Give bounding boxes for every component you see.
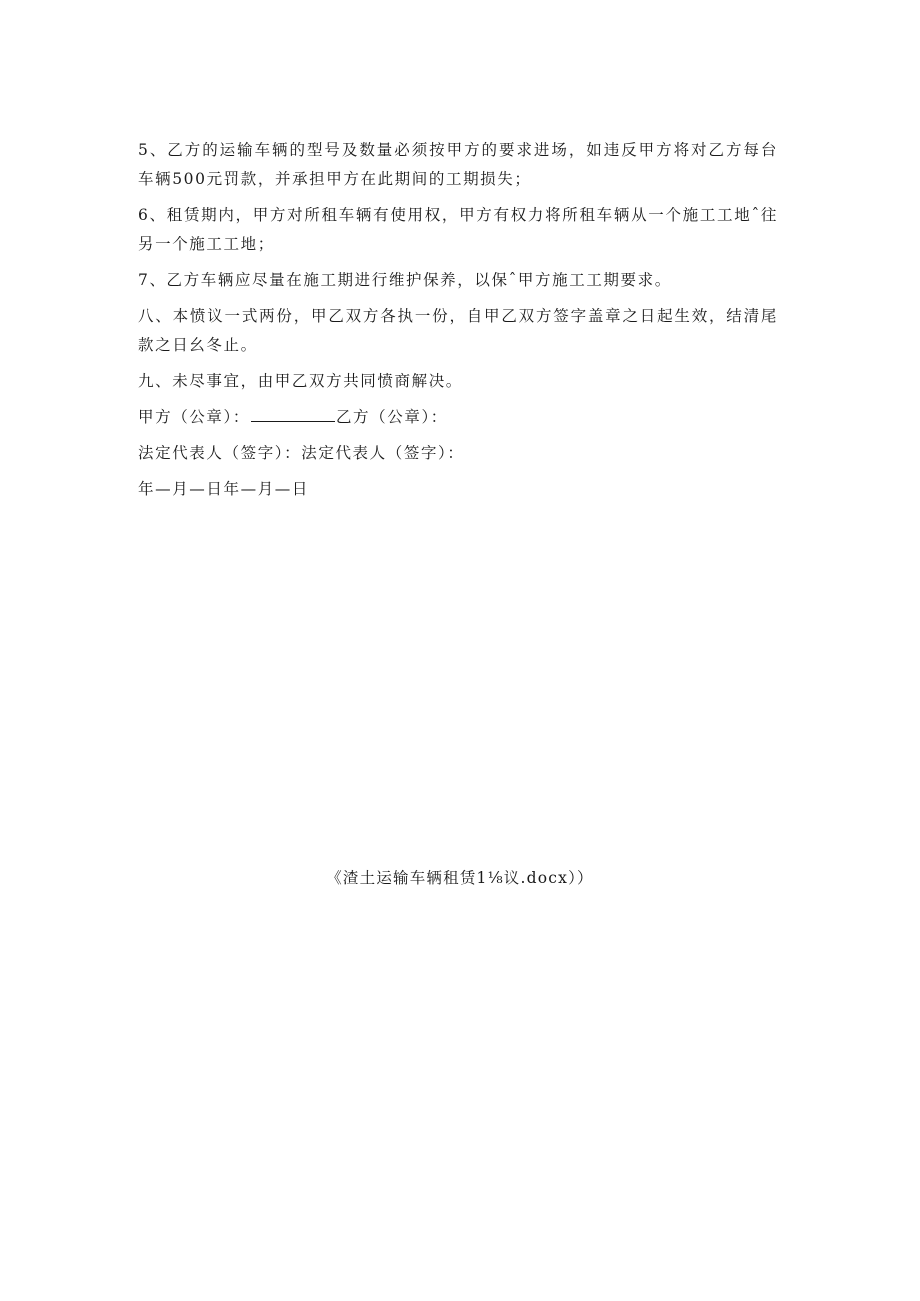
clause-9: 九、未尽事宜，由甲乙双方共同愤商解决。: [138, 372, 463, 390]
clause-8: 八、本愤议一式两份，甲乙双方各执一份，自甲乙双方签字盖章之日起生效，结清尾款之日幺冬止。: [138, 307, 778, 354]
party-seal-line: [138, 403, 778, 432]
representative-signature-line: 法定代表人（签字）：法定代表人（签字）：: [138, 444, 465, 462]
document-body: [138, 136, 778, 511]
clause-5: 5、乙方的运输车辆的型号及数量必须按甲方的要求进场，如违反甲方将对乙方每台车辆500元罚款，并承担甲方在此期间的工期损失；: [138, 141, 778, 188]
document-filename-footer: 《渣土运输车辆租赁1⅛议.docx））: [326, 869, 594, 887]
party-b-seal-label: 乙方（公章）：: [335, 408, 448, 426]
clause-7: 7、乙方车辆应尽量在施工期进行维护保养，以保ˆ甲方施工工期要求。: [138, 271, 672, 289]
party-a-seal-label: 甲方（公章）：: [138, 408, 250, 426]
signature-date-line: 年—月—日年—月—日: [138, 480, 310, 498]
clause-6: 6、租赁期内，甲方对所租车辆有使用权，甲方有权力将所租车辆从一个施工工地ˆ往另一个施工工地；: [138, 206, 778, 253]
party-a-signature-blank: [251, 406, 335, 422]
